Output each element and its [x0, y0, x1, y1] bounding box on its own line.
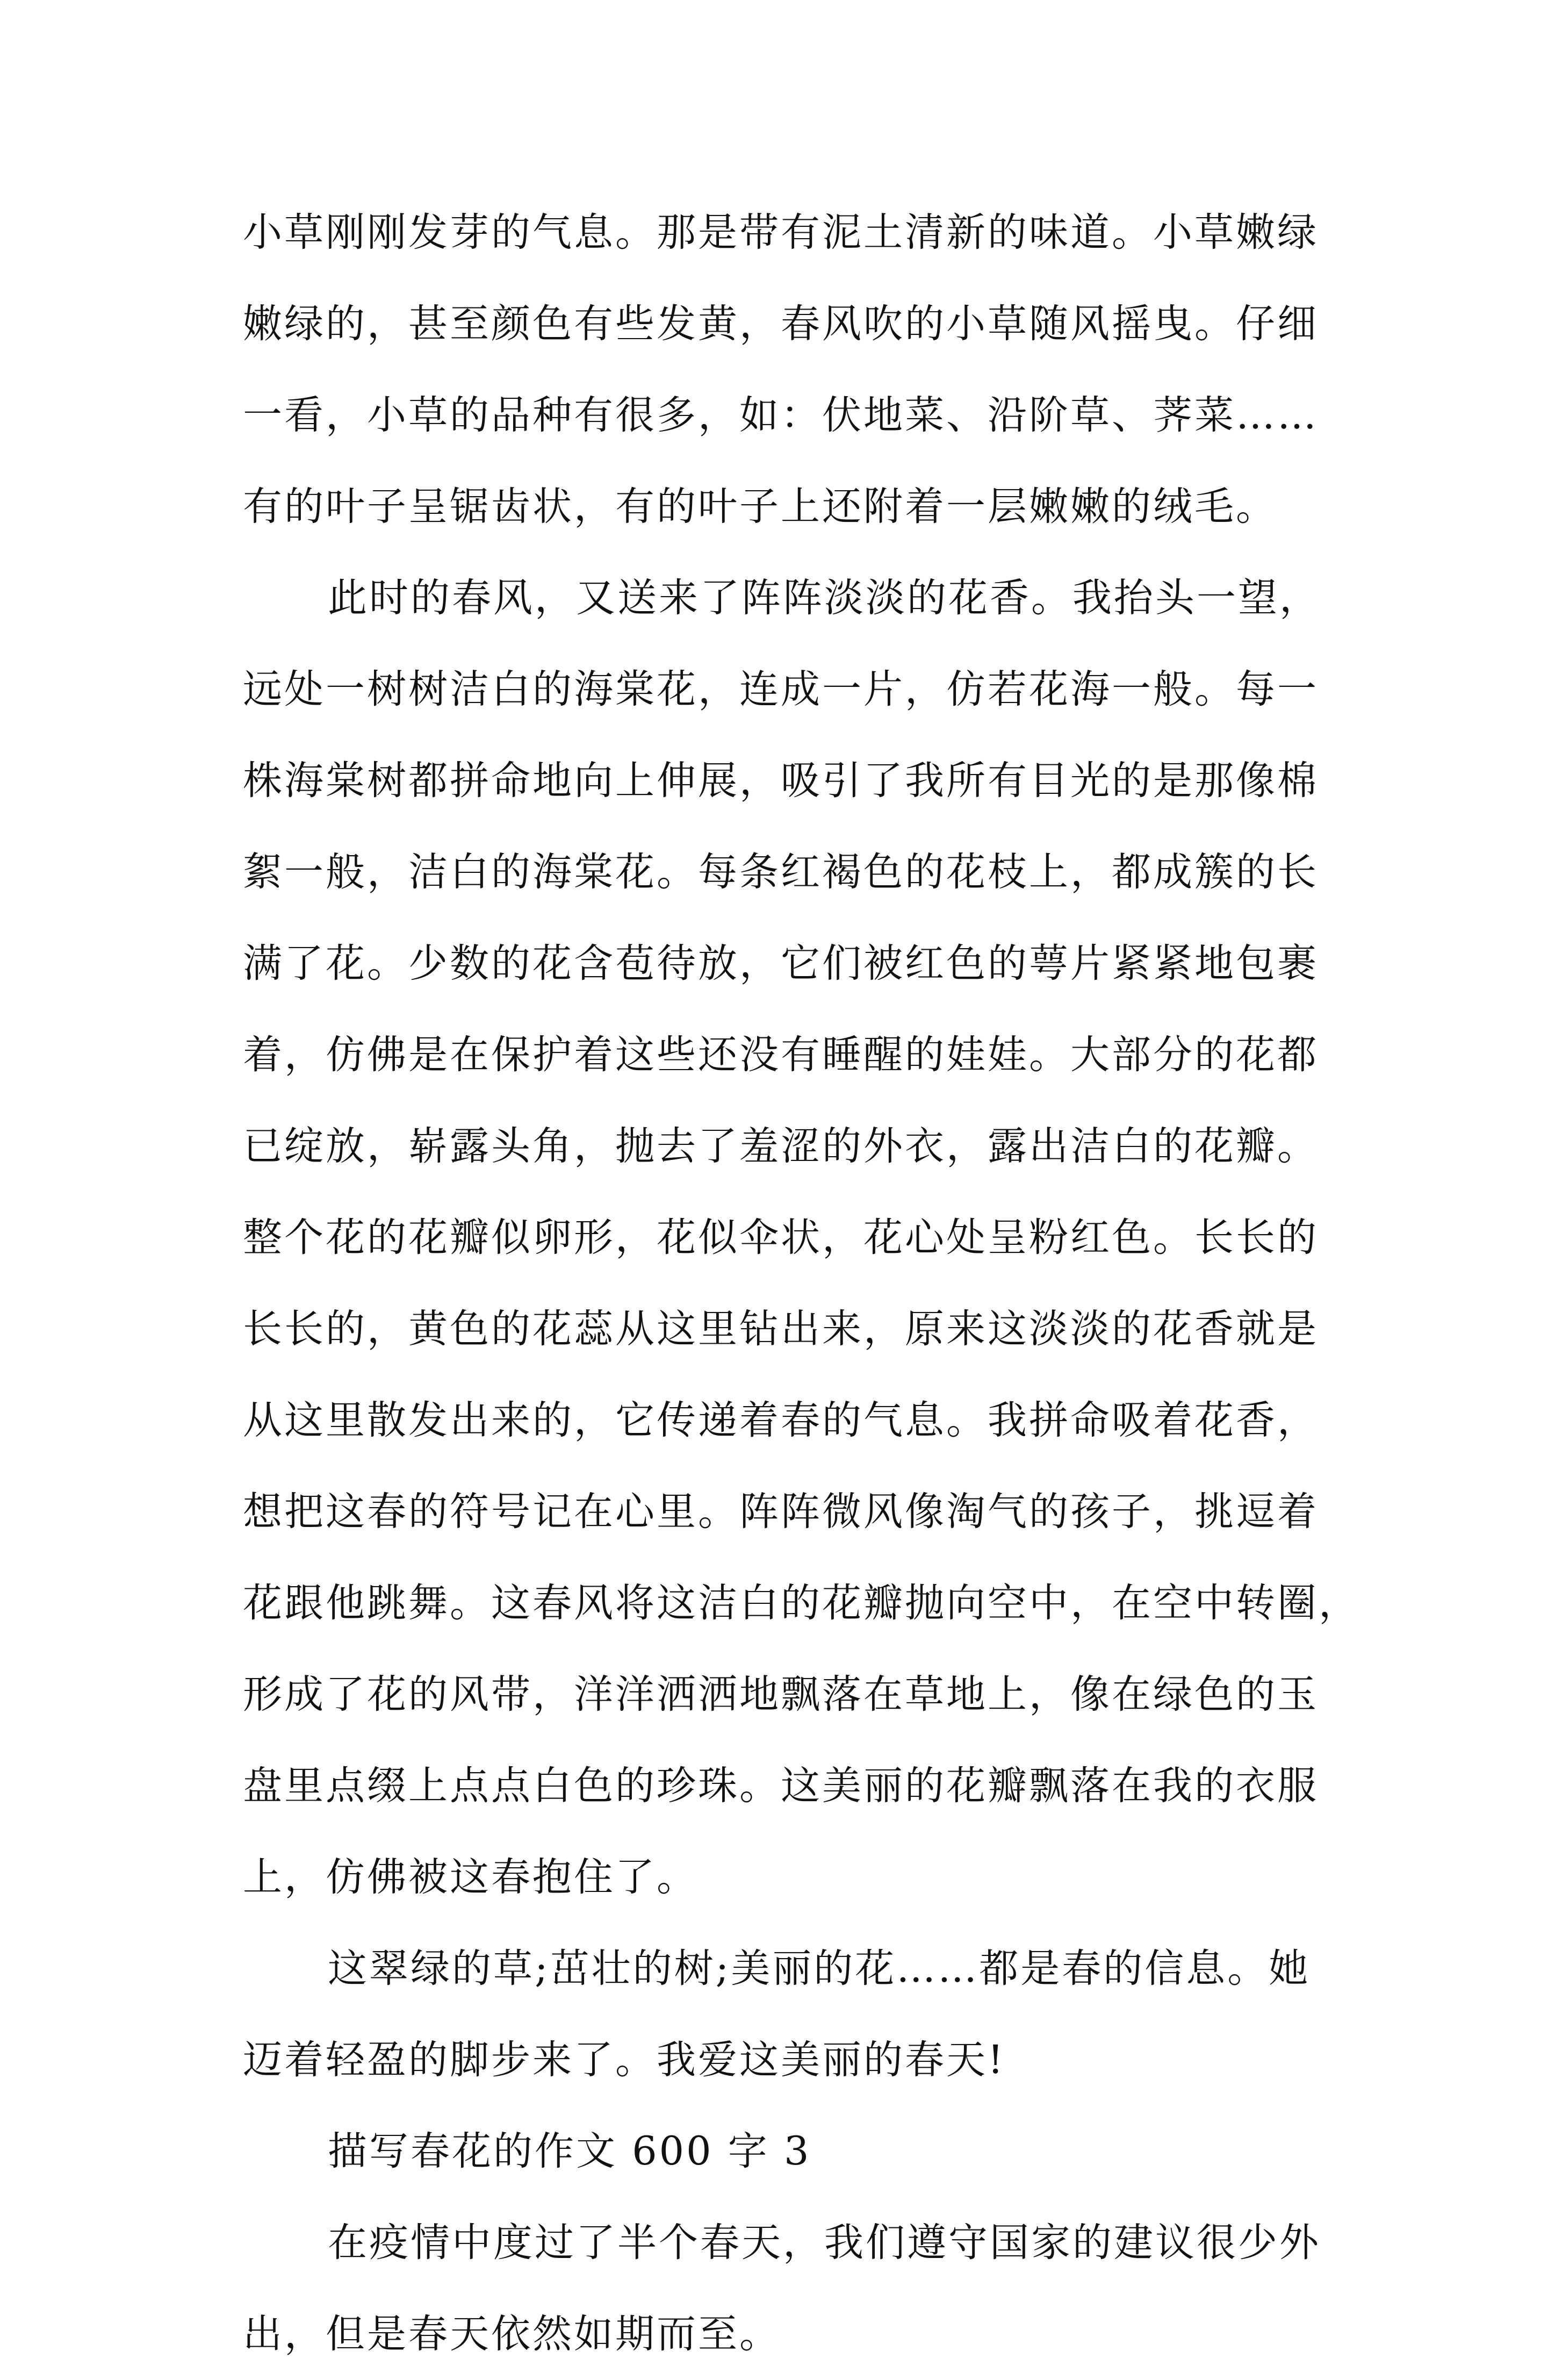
- paragraph-line: 出，但是春天依然如期而至。: [243, 2311, 781, 2357]
- paragraph-line: 小草刚刚发芽的气息。那是带有泥土清新的味道。小草嫩绿: [243, 210, 1319, 255]
- paragraph-start-line: 此时的春风，又送来了阵阵淡淡的花香。我抬头一望，: [328, 575, 1321, 621]
- paragraph-line: 着，仿佛是在保护着这些还没有睡醒的娃娃。大部分的花都: [243, 1032, 1319, 1078]
- paragraph-line: 想把这春的符号记在心里。阵阵微风像淘气的孩子，挑逗着: [243, 1489, 1319, 1535]
- paragraph-line: 形成了花的风带，洋洋洒洒地飘落在草地上，像在绿色的玉: [243, 1672, 1319, 1717]
- paragraph-line: 上，仿佛被这春抱住了。: [243, 1854, 698, 1900]
- paragraph-line: 整个花的花瓣似卵形，花似伞状，花心处呈粉红色。长长的: [243, 1215, 1319, 1260]
- paragraph-line: 一看，小草的品种有很多，如：伏地菜、沿阶草、荠菜……: [243, 392, 1319, 438]
- paragraph-line: 絮一般，洁白的海棠花。每条红褐色的花枝上，都成簇的长: [243, 849, 1319, 895]
- paragraph-line: 迈着轻盈的脚步来了。我爱这美丽的春天!: [243, 2037, 1006, 2083]
- paragraph-start-line: 这翠绿的草;茁壮的树;美丽的花……都是春的信息。她: [328, 1946, 1311, 1991]
- paragraph-line: 远处一树树洁白的海棠花，连成一片，仿若花海一般。每一: [243, 666, 1319, 712]
- paragraph-line: 盘里点缀上点点白色的珍珠。这美丽的花瓣飘落在我的衣服: [243, 1763, 1319, 1809]
- paragraph-line: 株海棠树都拼命地向上伸展，吸引了我所有目光的是那像棉: [243, 758, 1319, 804]
- section-heading: 描写春花的作文 600 字 3: [328, 2128, 811, 2174]
- paragraph-start-line: 在疫情中度过了半个春天，我们遵守国家的建议很少外: [328, 2220, 1321, 2266]
- paragraph-line: 花跟他跳舞。这春风将这洁白的花瓣抛向空中，在空中转圈，: [243, 1580, 1360, 1626]
- paragraph-line: 有的叶子呈锯齿状，有的叶子上还附着一层嫩嫩的绒毛。: [243, 484, 1277, 529]
- essay-body: [243, 187, 1360, 2380]
- paragraph-line: 嫩绿的，甚至颜色有些发黄，春风吹的小草随风摇曳。仔细: [243, 301, 1319, 347]
- paragraph-line: 长长的，黄色的花蕊从这里钻出来，原来这淡淡的花香就是: [243, 1306, 1319, 1352]
- paragraph-line: 从这里散发出来的，它传递着春的气息。我拼命吸着花香，: [243, 1397, 1319, 1443]
- paragraph-line: 满了花。少数的花含苞待放，它们被红色的萼片紧紧地包裹: [243, 941, 1319, 986]
- paragraph-line: 已绽放，崭露头角，抛去了羞涩的外衣，露出洁白的花瓣。: [243, 1123, 1319, 1169]
